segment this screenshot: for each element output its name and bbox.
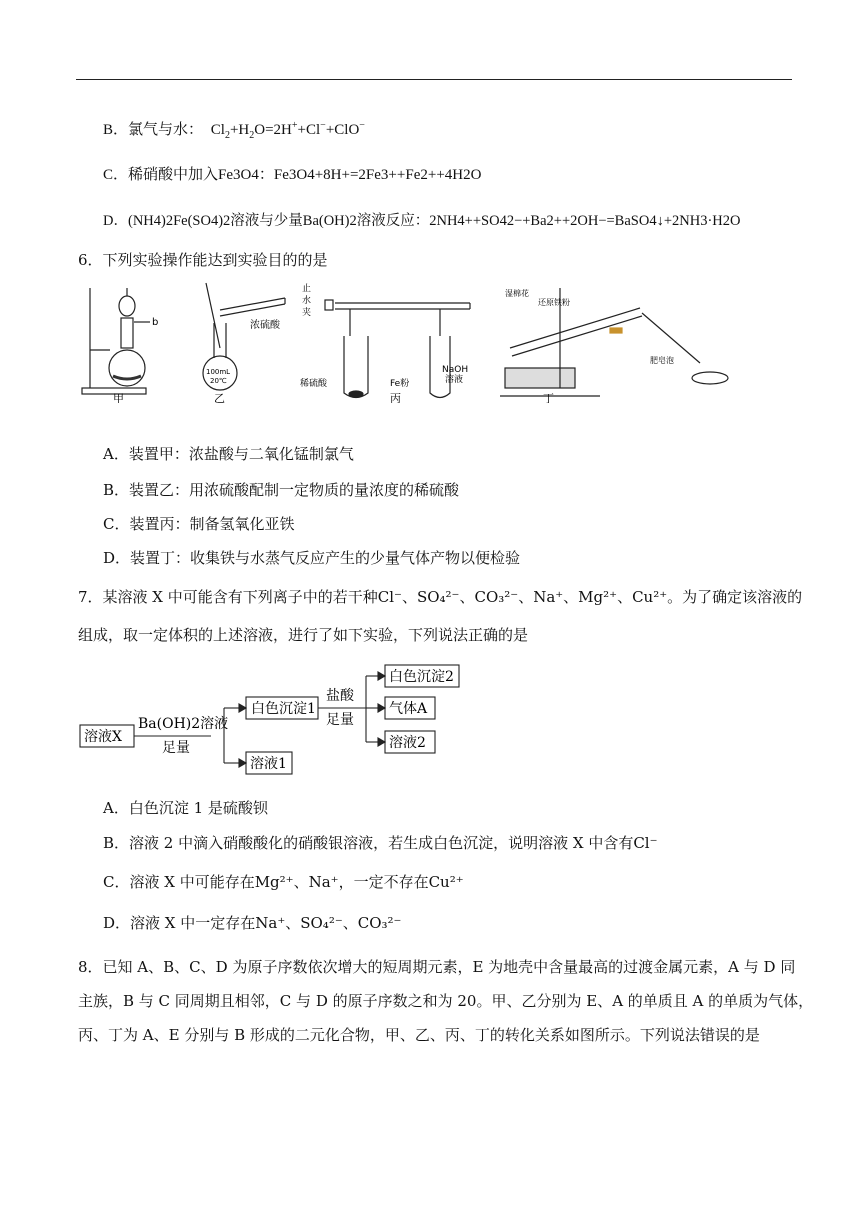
option-text: 装置丁：收集铁与水蒸气反应产生的少量气体产物以便检验 bbox=[130, 549, 521, 567]
option-label: D． bbox=[103, 914, 131, 932]
label-cotton: 湿棉花 bbox=[505, 289, 529, 298]
label-ding: 丁 bbox=[543, 392, 554, 403]
eq-part: Cl bbox=[210, 122, 225, 138]
flow-cond1: 足量 bbox=[162, 740, 190, 756]
option-label: A． bbox=[103, 445, 129, 463]
q7-stem-line2: 组成，取一定体积的上述溶液，进行了如下实验，下列说法正确的是 bbox=[78, 626, 529, 644]
option-text: 白色沉淀 1 是硫酸钡 bbox=[128, 799, 268, 817]
q5-option-b[interactable] bbox=[103, 118, 365, 139]
q7-option-a[interactable] bbox=[103, 797, 268, 818]
label-yi: 乙 bbox=[214, 392, 225, 403]
label-temp: 20℃ bbox=[210, 377, 227, 385]
q6-option-d[interactable] bbox=[103, 547, 520, 568]
option-label: D． bbox=[103, 213, 128, 229]
option-label: D． bbox=[103, 549, 131, 567]
q6-option-b[interactable] bbox=[103, 479, 459, 500]
header-rule bbox=[76, 79, 792, 80]
reagent: Fe3O4 bbox=[218, 167, 259, 183]
label-bing: 丙 bbox=[390, 392, 401, 403]
label-naoh-2: 溶液 bbox=[445, 375, 464, 385]
option-text: 装置甲：浓盐酸与二氧化锰制氯气 bbox=[128, 445, 354, 463]
flow-reagent1: Ba(OH)2溶液 bbox=[138, 716, 229, 732]
q6-option-a[interactable] bbox=[103, 443, 354, 464]
label-flask: 100mL bbox=[206, 368, 231, 376]
q7-stem-line1: 7．某溶液 X 中可能含有下列离子中的若干种Cl⁻、SO₄²⁻、CO₃²⁻、Na⁺、Mg²⁺、Cu²⁺。为了确定该溶液的 bbox=[78, 588, 803, 606]
flow-reagent2: 盐酸 bbox=[326, 688, 354, 704]
q8-line1: 8．已知 A、B、C、D 为原子序数依次增大的短周期元素，E 为地壳中含量最高的过渡金属元素，A 与 D 同 bbox=[78, 958, 796, 976]
q7-flow-diagram bbox=[76, 658, 496, 778]
eq-part: − bbox=[320, 120, 326, 131]
option-text: 装置丙：制备氢氧化亚铁 bbox=[129, 515, 295, 533]
q6-apparatus-figure bbox=[80, 278, 780, 403]
option-label: C． bbox=[103, 873, 130, 891]
flow-cond2: 足量 bbox=[326, 712, 354, 728]
q5-option-c[interactable] bbox=[103, 163, 481, 184]
q5-b-equation bbox=[210, 120, 365, 141]
q8-line3: 丙、丁为 A、E 分别与 B 形成的二元化合物，甲、乙、丙、丁的转化关系如图所示。下列说法错误的是 bbox=[78, 1026, 760, 1044]
flow-start: 溶液X bbox=[84, 729, 122, 745]
option-label: A． bbox=[103, 799, 129, 817]
option-text: 装置乙：用浓硫酸配制一定物质的量浓度的稀硫酸 bbox=[129, 481, 460, 499]
option-label: B． bbox=[103, 481, 130, 499]
option-label: B． bbox=[103, 122, 129, 138]
label-fe-powder: Fe粉 bbox=[390, 379, 410, 389]
flow-ppt1: 白色沉淀1 bbox=[251, 701, 316, 717]
option-label: C． bbox=[103, 167, 129, 183]
q8-line2: 主族，B 与 C 同周期且相邻，C 与 D 的原子序数之和为 20。甲、乙分别为 E、A 的单质且 A 的单质为气体， bbox=[78, 992, 814, 1010]
eq-part: 2 bbox=[249, 130, 255, 141]
label-jia: 甲 bbox=[113, 392, 124, 403]
label-clamp-3: 夹 bbox=[302, 308, 312, 318]
option-text: 溶液 X 中一定存在Na⁺、SO₄²⁻、CO₃²⁻ bbox=[130, 914, 402, 932]
eq-part: 2 bbox=[224, 130, 230, 141]
eq-part: +H bbox=[229, 122, 250, 138]
flow-gas: 气体A bbox=[389, 701, 428, 717]
label-b: b bbox=[152, 317, 159, 328]
label-dilute-acid: 稀硫酸 bbox=[300, 379, 328, 389]
option-text: 溶液 X 中可能存在Mg²⁺、Na⁺，一定不存在Cu²⁺ bbox=[129, 873, 464, 891]
eq-part: O=2H bbox=[254, 122, 292, 138]
option-text: 氯气与水： bbox=[128, 122, 204, 138]
flow-sol2: 溶液2 bbox=[389, 735, 426, 751]
flow-ppt2: 白色沉淀2 bbox=[389, 669, 454, 685]
option-text: 溶液 2 中滴入硝酸酸化的硝酸银溶液，若生成白色沉淀，说明溶液 X 中含有Cl⁻ bbox=[129, 834, 658, 852]
q5-d-equation: 2NH4++SO42−+Ba2++2OH−=BaSO4↓+2NH3·H2O bbox=[429, 213, 741, 229]
eq-part: + bbox=[291, 120, 298, 131]
label-soap: 肥皂泡 bbox=[650, 356, 674, 365]
eq-part: +ClO bbox=[325, 122, 360, 138]
q5-option-d[interactable] bbox=[103, 209, 740, 230]
label-conc-acid: 浓硫酸 bbox=[250, 320, 280, 331]
option-label: C． bbox=[103, 515, 130, 533]
eq-part: +Cl bbox=[297, 122, 321, 138]
colon: ： bbox=[258, 167, 274, 183]
q7-option-c[interactable] bbox=[103, 871, 464, 892]
q6-option-c[interactable] bbox=[103, 513, 295, 534]
q6-stem: 6．下列实验操作能达到实验目的的是 bbox=[78, 251, 328, 269]
flow-sol1: 溶液1 bbox=[250, 756, 287, 772]
label-clamp-1: 止 bbox=[302, 284, 312, 294]
label-naoh-1: NaOH bbox=[442, 365, 469, 375]
option-text: (NH4)2Fe(SO4)2溶液与少量Ba(OH)2溶液反应： bbox=[127, 213, 430, 229]
label-iron-powder: 还原铁粉 bbox=[538, 298, 570, 307]
q5-c-equation: Fe3O4+8H+=2Fe3++Fe2++4H2O bbox=[273, 167, 482, 183]
label-clamp-2: 水 bbox=[302, 296, 312, 306]
q7-option-b[interactable] bbox=[103, 832, 658, 853]
eq-part: − bbox=[359, 120, 365, 131]
option-label: B． bbox=[103, 834, 130, 852]
option-text: 稀硝酸中加入 bbox=[128, 167, 219, 183]
q7-option-d[interactable] bbox=[103, 912, 401, 933]
